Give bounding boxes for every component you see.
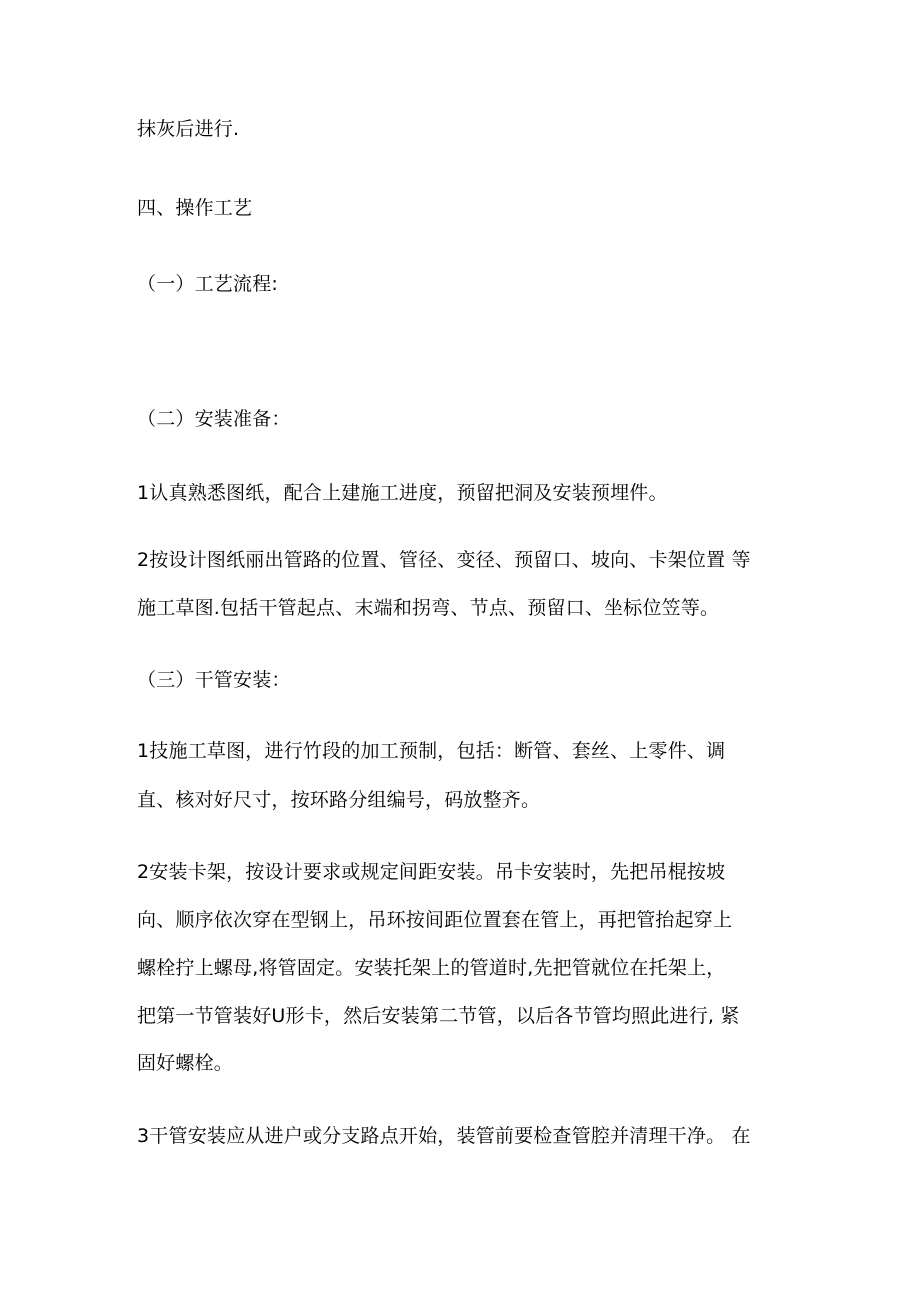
text-line: 固好螺栓。: [137, 1052, 234, 1074]
text-line: 把第一节管装好U形卡，然后安装第二节管，以后各节管均照此进行, 紧: [137, 1005, 740, 1027]
text-line: 抹灰后进行.: [137, 118, 240, 140]
subsection-heading: （一）工艺流程:: [137, 273, 279, 295]
text-line: 1技施工草图，进行竹段的加工预制，包括：断管、套丝、上零件、调: [137, 740, 726, 762]
text-line: 螺栓拧上螺母,将管固定。安装托架上的管道时,先把管就位在托架上，: [137, 957, 726, 979]
text-line: 2按设计图纸丽出管路的位置、管径、变径、预留口、坡向、卡架位置 等: [137, 549, 751, 571]
text-line: 1认真熟悉图纸，配合上建施工进度，预留把洞及安装预埋件。: [137, 482, 668, 504]
text-line: 2安装卡架，按设计要求或规定间距安装。吊卡安装时，先把吊棍按坡: [137, 861, 726, 883]
text-line: 向、顺序依次穿在型钢上，吊环按间距位置套在管上，再把管抬起穿上: [137, 909, 733, 931]
subsection-heading: （二）安装准备：: [137, 408, 291, 430]
subsection-heading: （三）干管安装：: [137, 669, 291, 691]
text-line: 直、核对好尺寸，按环路分组编号，码放整齐。: [137, 789, 541, 811]
text-line: 3干管安装应从进户或分支路点开始，装管前要检查管腔并清理干净。 在: [137, 1125, 751, 1147]
section-heading: 四、操作工艺: [137, 197, 253, 219]
text-line: 施工草图.包括干管起点、末端和拐弯、节点、预留口、坐标位笠等。: [137, 597, 720, 619]
